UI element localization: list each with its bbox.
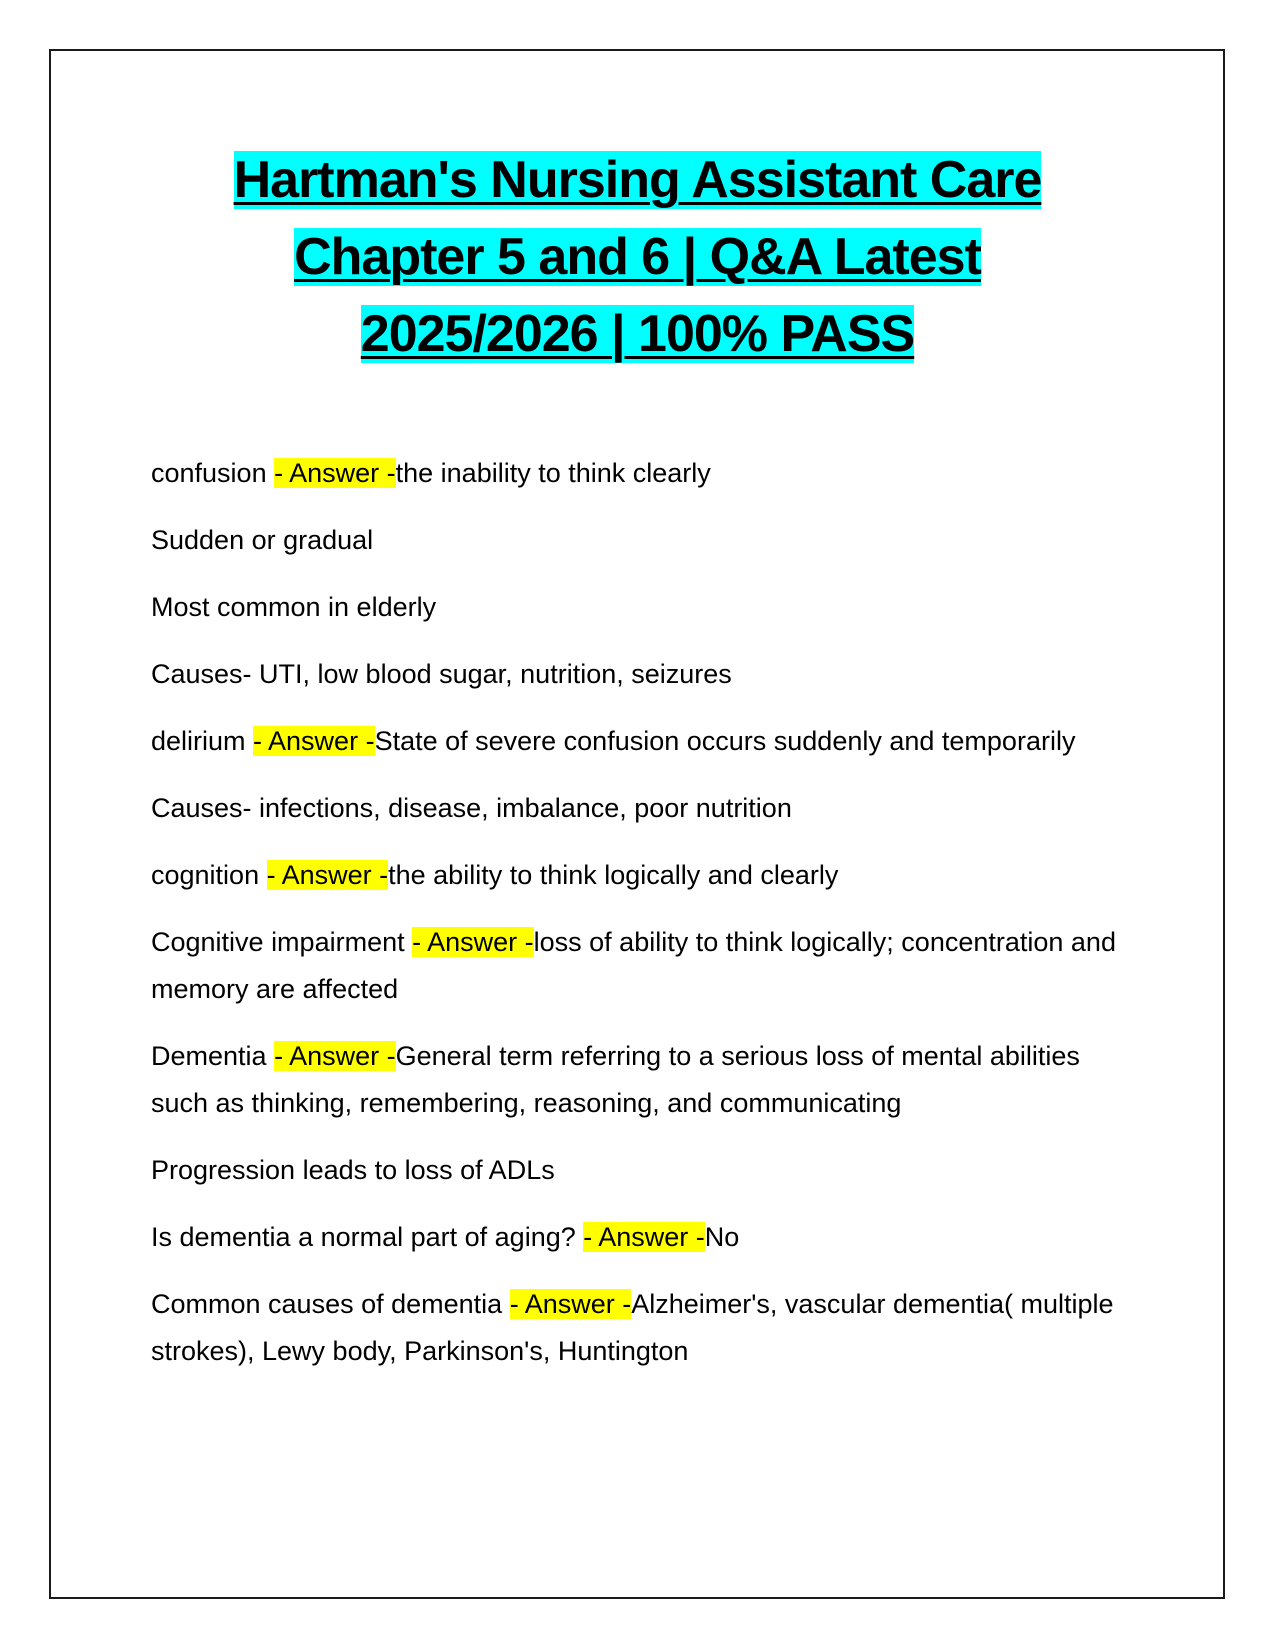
answer-marker: - Answer - [583,1222,705,1252]
qa-item-cognitive-impairment [151,919,1121,1013]
qa-item-delirium [151,718,1121,765]
note-line: Causes- infections, disease, imbalance, poor nutrition [151,793,792,823]
title-line-2: Chapter 5 and 6 | Q&A Latest [294,228,981,286]
qa-term: Common causes of dementia [151,1289,510,1319]
qa-answer: the ability to think logically and clearly [388,860,839,890]
qa-item-dementia [151,1033,1121,1127]
note-line: Progression leads to loss of ADLs [151,1155,555,1185]
qa-answer: the inability to think clearly [395,458,711,488]
qa-term: cognition [151,860,267,890]
qa-item-cognition [151,852,1121,899]
title-line-3: 2025/2026 | 100% PASS [360,305,915,363]
answer-marker: - Answer - [274,1041,396,1071]
answer-marker: - Answer - [274,458,396,488]
document-title [120,142,1155,373]
answer-marker: - Answer - [266,860,389,890]
qa-content [151,450,1121,1395]
title-line-1: Hartman's Nursing Assistant Care [233,151,1042,209]
qa-answer: State of severe confusion occurs suddenly and temporarily [374,726,1076,756]
qa-answer: Alzheimer's, vascular dementia( multiple strokes), Lewy body, Parkinson's, Huntington [151,1289,1114,1366]
note-line: Sudden or gradual [151,525,374,555]
note-line: Most common in elderly [151,592,437,622]
qa-answer: No [704,1222,740,1252]
qa-item-confusion [151,450,1121,497]
qa-term: Is dementia a normal part of aging? [151,1222,584,1252]
answer-marker: - Answer - [412,927,534,957]
qa-answer: General term referring to a serious loss of mental abilities such as thinking, remembering, reasoning, and communicating [151,1041,1080,1118]
qa-term: confusion [151,458,275,488]
qa-answer: loss of ability to think logically; concentration and memory are affected [151,927,1116,1004]
qa-term: Dementia [151,1041,275,1071]
qa-item-dementia-normal-aging [151,1214,1121,1261]
qa-term: delirium [151,726,254,756]
answer-marker: - Answer - [509,1289,632,1319]
qa-item-dementia-causes [151,1281,1121,1375]
note-line: Causes- UTI, low blood sugar, nutrition, seizures [151,659,732,689]
answer-marker: - Answer - [253,726,375,756]
qa-term: Cognitive impairment [151,927,413,957]
